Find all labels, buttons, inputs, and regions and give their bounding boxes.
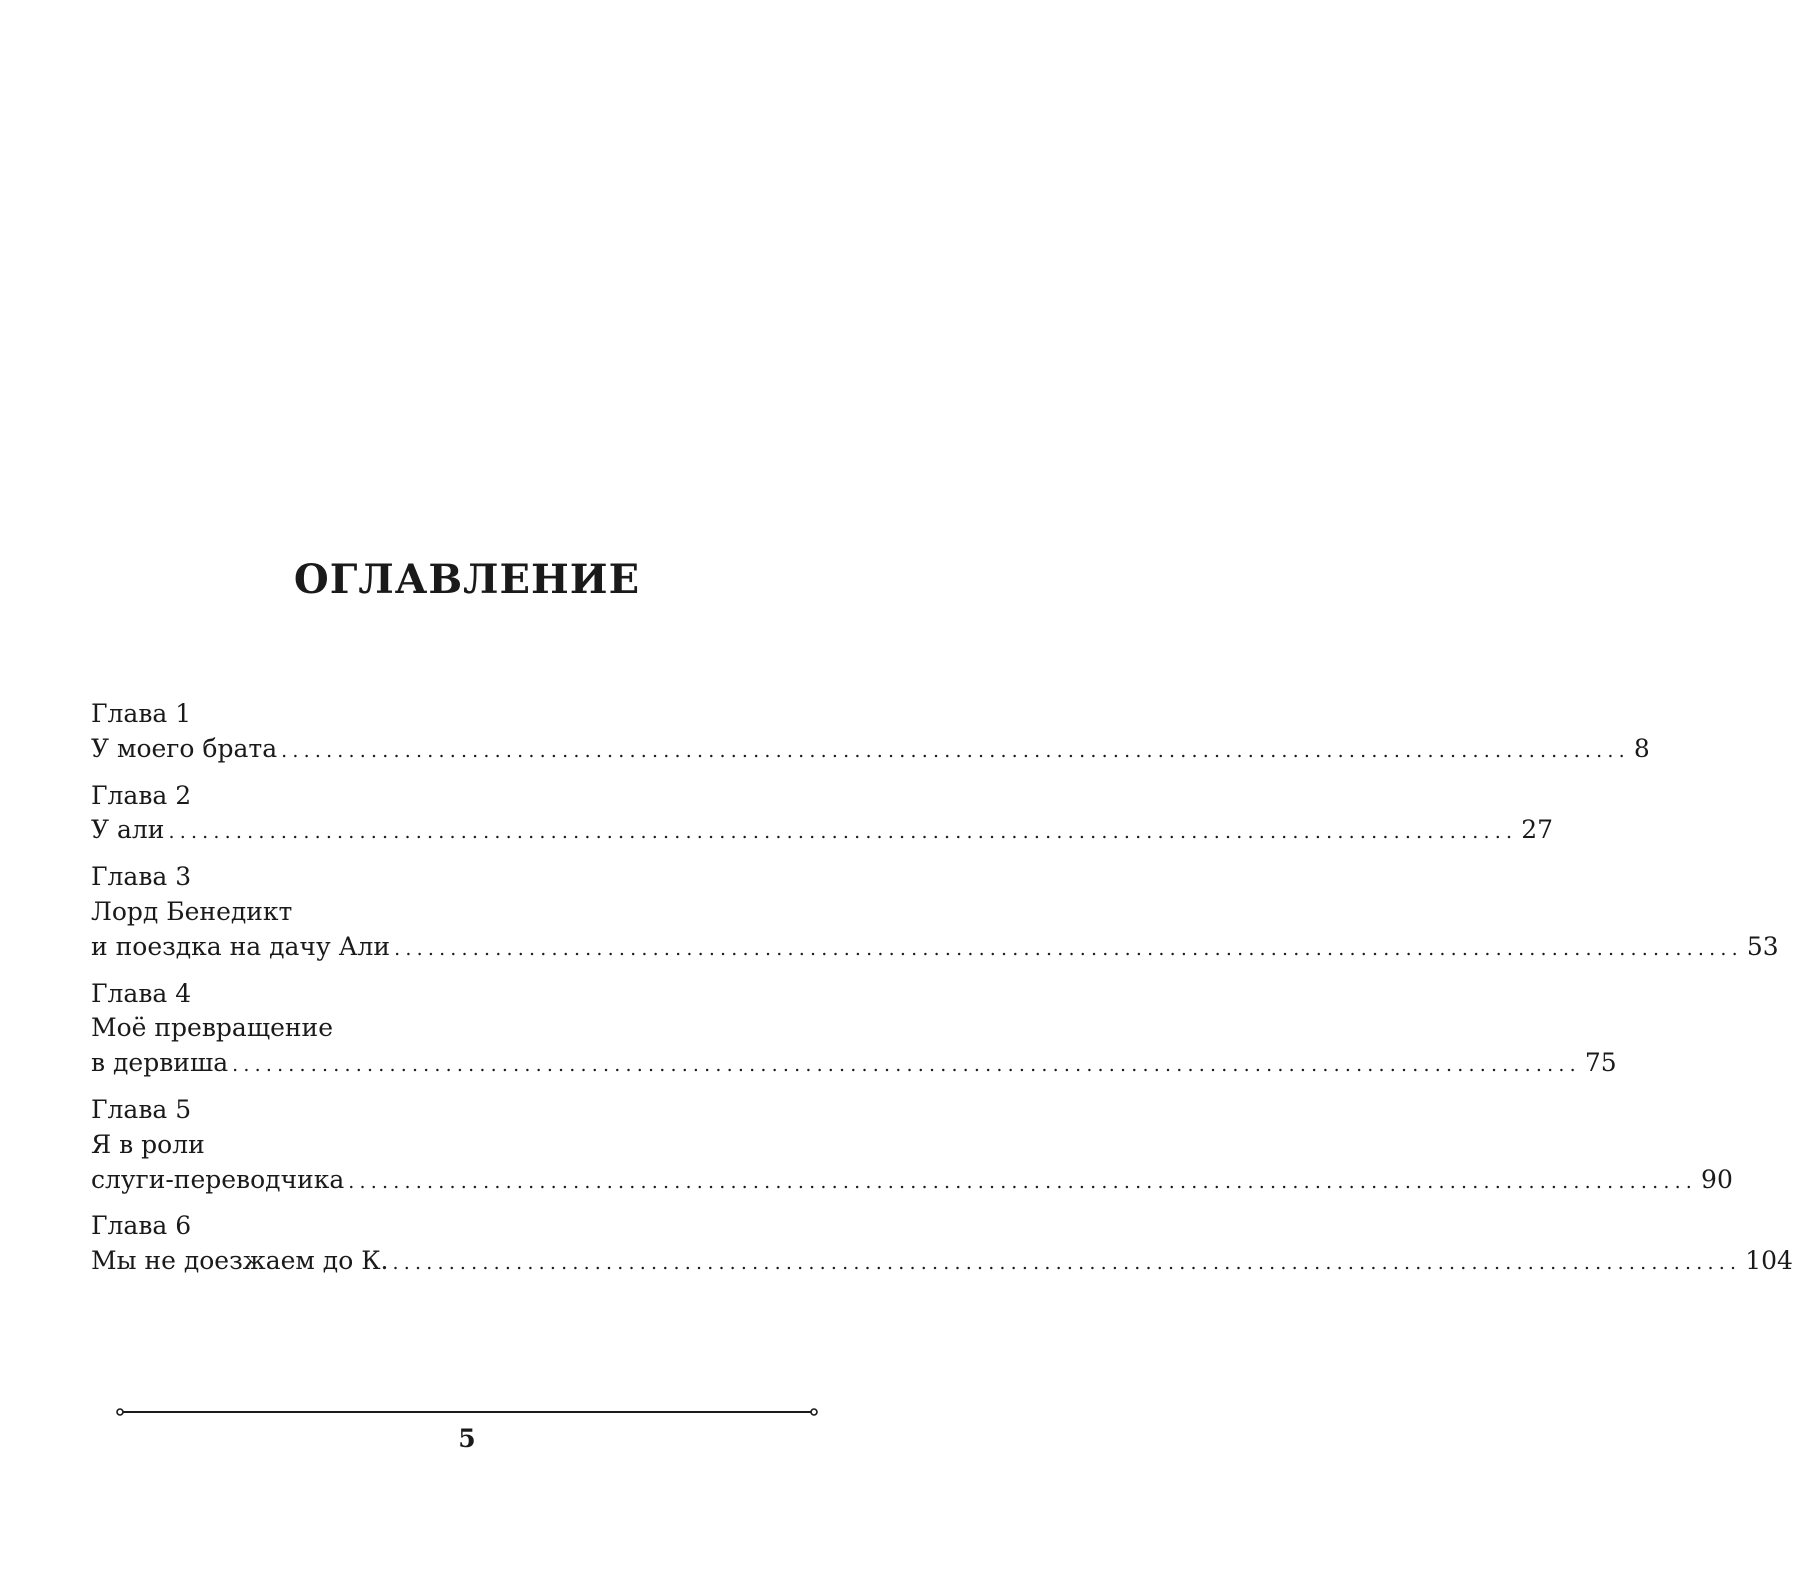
- dot-leader: ........................................................................................................................: [392, 1252, 1742, 1275]
- rule-end-ornament-right: [811, 1409, 817, 1415]
- chapter-label: Глава 5: [91, 1094, 192, 1124]
- toc-entry-line: [91, 813, 1554, 848]
- toc-entry-line: [91, 1244, 1793, 1279]
- toc-page-number: 27: [1521, 815, 1554, 845]
- page-number: 5: [458, 1424, 476, 1453]
- chapter-label: Глава 2: [91, 780, 192, 810]
- toc-page-number: 90: [1701, 1164, 1733, 1194]
- dot-leader: ........................................................................................................................: [281, 739, 1630, 762]
- chapter-title: Мы не доезжаем до К.: [91, 1246, 389, 1276]
- toc-entry-line: [91, 1046, 1617, 1081]
- dot-leader: ........................................................................................................................: [232, 1054, 1581, 1077]
- table-of-contents: [91, 697, 1793, 1291]
- toc-entry-line: [91, 732, 1650, 767]
- toc-entry: [91, 697, 1650, 767]
- toc-page-number: 8: [1633, 733, 1650, 763]
- chapter-title: и поездка на дачу Али: [91, 931, 391, 961]
- chapter-title: слуги-переводчика: [91, 1164, 345, 1194]
- toc-entry-line: [91, 930, 1779, 965]
- chapter-label: Глава 4: [91, 978, 192, 1008]
- chapter-title-line: Лорд Бенедикт: [91, 896, 293, 926]
- footer-rule: [116, 1406, 818, 1418]
- toc-entry: [91, 1093, 1733, 1197]
- dot-leader: ........................................................................................................................: [348, 1170, 1698, 1193]
- toc-entry: [91, 977, 1617, 1081]
- toc-page-number: 53: [1746, 931, 1779, 961]
- page-title: ОГЛАВЛЕНИЕ: [293, 556, 641, 603]
- dot-leader: ........................................................................................................................: [168, 821, 1518, 844]
- chapter-label: Глава 6: [91, 1211, 192, 1241]
- rule-end-ornament-left: [117, 1409, 123, 1415]
- chapter-title: У моего брата: [91, 733, 278, 763]
- chapter-title-line: Я в роли: [91, 1129, 205, 1159]
- chapter-title-line: Моё превращение: [91, 1013, 333, 1043]
- chapter-title: У али: [91, 815, 165, 845]
- toc-entry: [91, 779, 1554, 849]
- chapter-label: Глава 1: [91, 699, 192, 728]
- chapter-label: Глава 3: [91, 862, 192, 892]
- toc-page-number: 104: [1745, 1246, 1793, 1276]
- dot-leader: ........................................................................................................................: [394, 937, 1743, 960]
- toc-entry: [91, 1209, 1793, 1279]
- toc-entry-line: [91, 1163, 1733, 1198]
- chapter-title: в дервиша: [91, 1048, 229, 1078]
- toc-entry: [91, 860, 1779, 964]
- toc-page-number: 75: [1584, 1048, 1617, 1078]
